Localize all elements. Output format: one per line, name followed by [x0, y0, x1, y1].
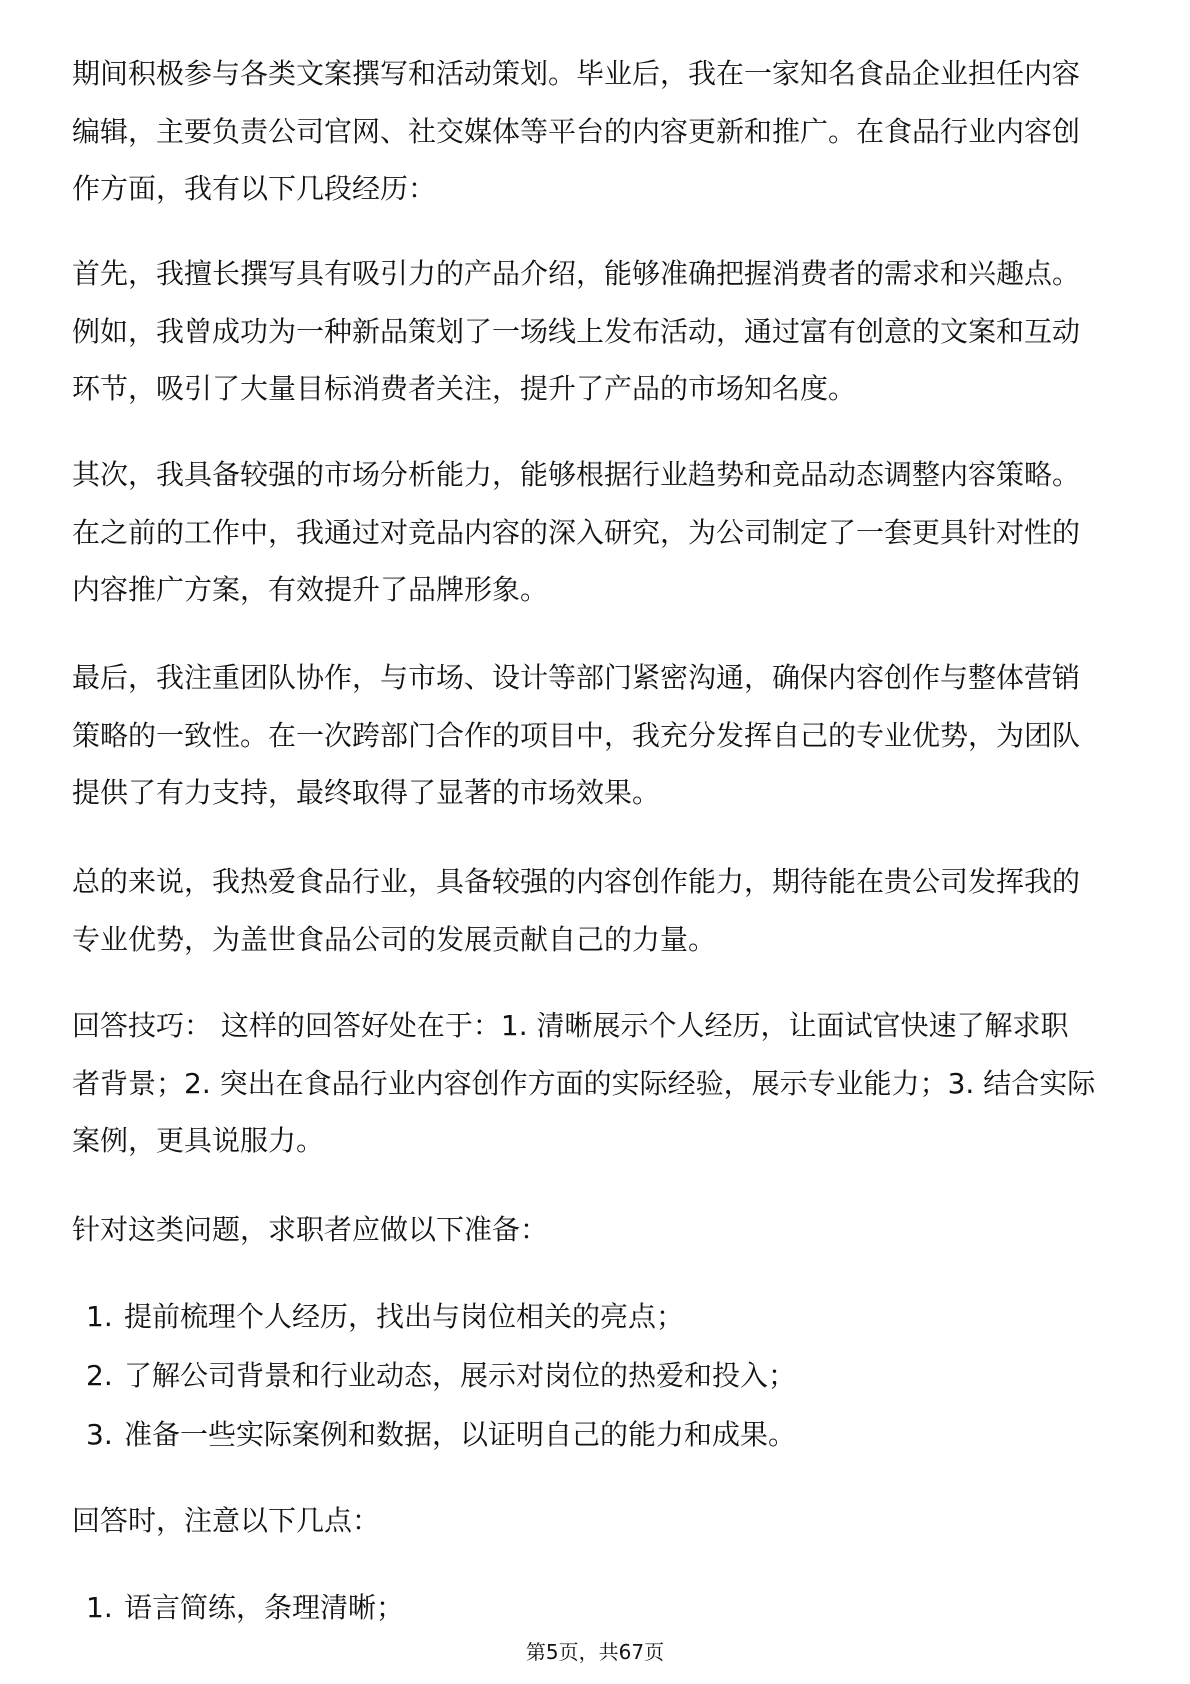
notes-list-item	[86, 1588, 404, 1628]
text-line: 策略的一致性。在一次跨部门合作的项目中，我充分发挥自己的专业优势，为团队	[72, 718, 1081, 752]
list-number: 1.	[86, 1591, 113, 1624]
text-line: 环节，吸引了大量目标消费者关注，提升了产品的市场知名度。	[72, 372, 857, 405]
text-line: 作方面，我有以下几段经历：	[72, 172, 437, 205]
notes-heading	[72, 1492, 1132, 1550]
text-line: 例如，我曾成功为一种新品策划了一场线上发布活动，通过富有创意的文案和互动	[72, 314, 1081, 348]
text-line: 专业优势，为盖世食品公司的发展贡献自己的力量。	[72, 922, 717, 956]
text-line: 总的来说，我热爱食品行业，具备较强的内容创作能力，期待能在贵公司发挥我的	[72, 865, 1081, 898]
text-line: 针对这类问题，求职者应做以下准备：	[72, 1213, 549, 1246]
prep-list-item	[86, 1356, 796, 1396]
text-line: 期间积极参与各类文案撰写和活动策划。毕业后，我在一家知名食品企业担任内容	[72, 57, 1081, 90]
text-line: 提供了有力支持，最终取得了显著的市场效果。	[72, 776, 661, 809]
list-number: 2.	[86, 1359, 113, 1392]
text-line: 回答时，注意以下几点：	[72, 1504, 381, 1537]
page-number-footer: 第5页，共67页	[525, 1640, 665, 1664]
list-text: 了解公司背景和行业动态，展示对岗位的热爱和投入；	[124, 1359, 797, 1392]
text-line: 回答技巧： 这样的回答好处在于：1. 清晰展示个人经历，让面试官快速了解求职	[72, 1009, 1069, 1042]
paragraph-first	[72, 245, 1132, 418]
text-line: 首先，我擅长撰写具有吸引力的产品介绍，能够准确把握消费者的需求和兴趣点。	[72, 257, 1081, 290]
text-line: 案例，更具说服力。	[72, 1124, 325, 1157]
paragraph-summary	[72, 853, 1132, 968]
paragraph-answer-tips	[72, 997, 1132, 1170]
paragraph-experience-intro	[72, 45, 1132, 218]
text-line: 内容推广方案，有效提升了品牌形象。	[72, 573, 549, 606]
paragraph-second	[72, 446, 1132, 619]
prep-list-item	[86, 1415, 796, 1455]
text-line: 者背景；2. 突出在食品行业内容创作方面的实际经验，展示专业能力；3. 结合实际	[72, 1066, 1096, 1100]
paragraph-prep-heading	[72, 1201, 1132, 1259]
text-line: 在之前的工作中，我通过对竞品内容的深入研究，为公司制定了一套更具针对性的	[72, 515, 1081, 549]
text-line: 编辑，主要负责公司官网、社交媒体等平台的内容更新和推广。在食品行业内容创	[72, 114, 1081, 148]
list-text: 语言简练，条理清晰；	[124, 1591, 405, 1624]
text-line: 最后，我注重团队协作，与市场、设计等部门紧密沟通，确保内容创作与整体营销	[72, 661, 1081, 694]
list-text: 提前梳理个人经历，找出与岗位相关的亮点；	[124, 1300, 685, 1333]
text-line: 其次，我具备较强的市场分析能力，能够根据行业趋势和竞品动态调整内容策略。	[72, 458, 1081, 491]
paragraph-last	[72, 649, 1132, 822]
list-number: 3.	[86, 1418, 113, 1451]
list-number: 1.	[86, 1300, 113, 1333]
list-text: 准备一些实际案例和数据，以证明自己的能力和成果。	[124, 1418, 797, 1451]
prep-list-item	[86, 1297, 684, 1337]
